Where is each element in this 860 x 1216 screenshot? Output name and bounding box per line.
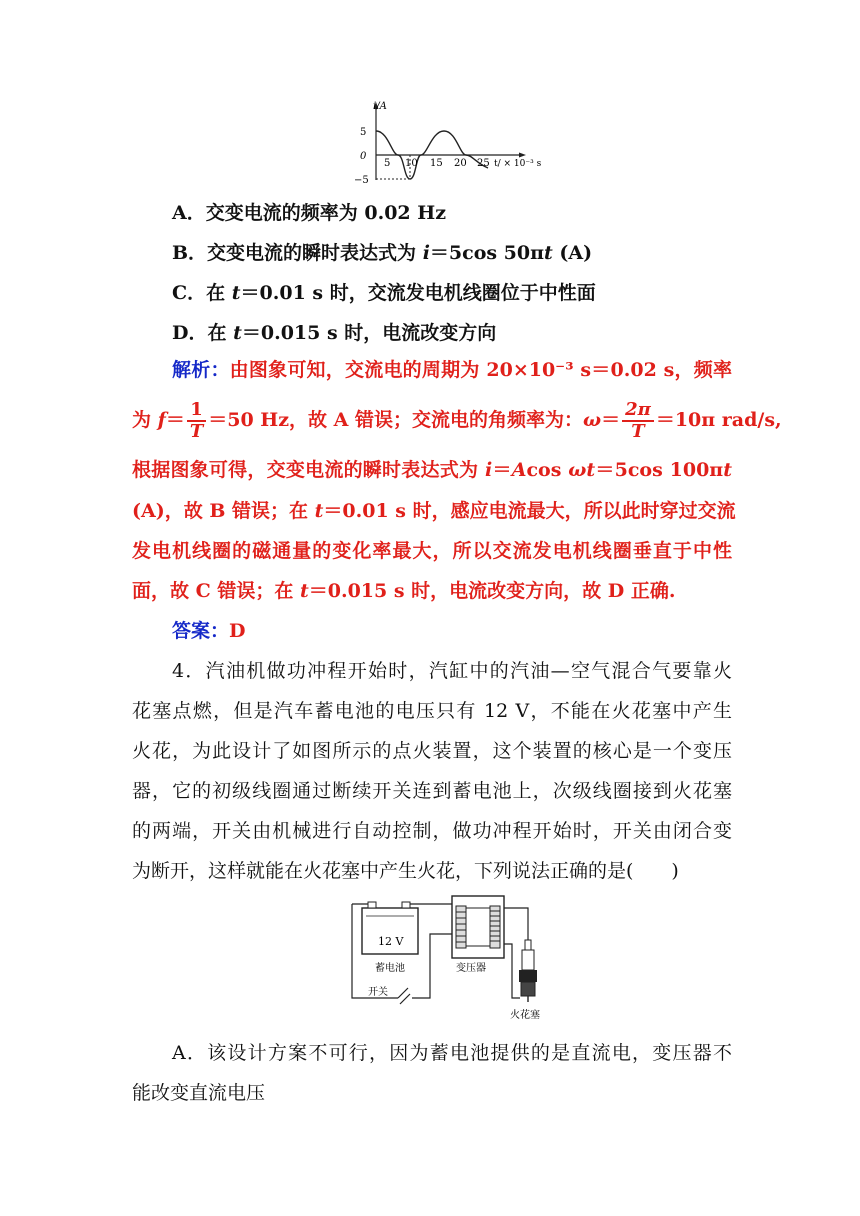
- x-tick-label: 5: [384, 158, 391, 169]
- answer-label: 答案：: [172, 620, 230, 642]
- q4-option-a-line-1: A．该设计方案不可行，因为蓄电池提供的是直流电，变压器不: [172, 1042, 732, 1064]
- battery-voltage: 12 V: [378, 935, 404, 948]
- option-b: B．交变电流的瞬时表达式为 i＝5cos 50πt (A): [172, 242, 593, 264]
- ignition-circuit-diagram: [340, 894, 554, 1024]
- question4-line-5: 的两端，开关由机械进行自动控制，做功冲程开始时，开关由闭合变: [132, 820, 732, 842]
- x-tick-label: 10: [405, 158, 418, 169]
- x-tick-label: 15: [430, 158, 443, 169]
- question4-line-2: 花塞点燃，但是汽车蓄电池的电压只有 12 V，不能在火花塞中产生: [132, 700, 732, 722]
- question4-line-3: 火花，为此设计了如图所示的点火装置，这个装置的核心是一个变压: [132, 740, 732, 762]
- analysis-line-3: 根据图象可得，交变电流的瞬时表达式为 i＝Acos ωt＝5cos 100πt: [132, 459, 732, 481]
- x-axis-label: t/ × 10⁻³ s: [494, 159, 542, 169]
- spark-plug-label: 火花塞: [510, 1010, 540, 1021]
- analysis-line-4: (A)，故 B 错误；在 t＝0.01 s 时，感应电流最大，所以此时穿过交流: [132, 500, 736, 522]
- fraction-one-over-t: $\frac{1}{T}$: [187, 400, 206, 442]
- option-d: D．在 t＝0.015 s 时，电流改变方向: [172, 322, 497, 344]
- fraction-two-pi-over-t: $\frac{2\pi}{T}$: [622, 400, 654, 442]
- transformer-label: 变压器: [456, 963, 486, 974]
- analysis-line-6: 面，故 C 错误；在 t＝0.015 s 时，电流改变方向，故 D 正确.: [132, 580, 676, 602]
- analysis-line-2: 为 f＝ $\frac{1}{T}$ ＝50 Hz，故 A 错误；交流电的角频率为：ω＝ $\frac{2\pi}{T}$ ＝10π rad/s,: [132, 399, 782, 442]
- spark-plug: [519, 940, 537, 1002]
- question4-line-1: 4．汽油机做功冲程开始时，汽缸中的汽油—空气混合气要靠火: [172, 660, 732, 682]
- answer: [172, 618, 772, 644]
- answer-value: D: [229, 620, 246, 642]
- battery-label: 蓄电池: [375, 963, 405, 974]
- y-tick-label: −5: [354, 175, 369, 186]
- y-axis-label: i/A: [373, 101, 387, 112]
- y-tick-label: 0: [360, 151, 367, 162]
- analysis-label: 解析：: [172, 359, 230, 381]
- analysis-line-5: 发电机线圈的磁通量的变化率最大，所以交流发电机线圈垂直于中性: [132, 540, 732, 562]
- y-tick-label: 5: [360, 127, 367, 138]
- analysis-line-1: 解析：由图象可知，交流电的周期为 20×10⁻³ s＝0.02 s，频率: [172, 359, 732, 381]
- question4-line-4: 器，它的初级线圈通过断续开关连到蓄电池上，次级线圈接到火花塞: [132, 780, 732, 802]
- x-tick-label: 20: [454, 158, 467, 169]
- option-c: C．在 t＝0.01 s 时，交流发电机线圈位于中性面: [172, 282, 596, 304]
- current-time-graph: [348, 98, 558, 186]
- x-tick-label: 25: [477, 158, 490, 169]
- question4-line-6: 为断开，这样就能在火花塞中产生火花，下列说法正确的是( ): [132, 860, 679, 882]
- q4-option-a-line-2: 能改变直流电压: [132, 1082, 266, 1104]
- option-a: A．交变电流的频率为 0.02 Hz: [172, 202, 446, 224]
- switch-label: 开关: [368, 987, 388, 998]
